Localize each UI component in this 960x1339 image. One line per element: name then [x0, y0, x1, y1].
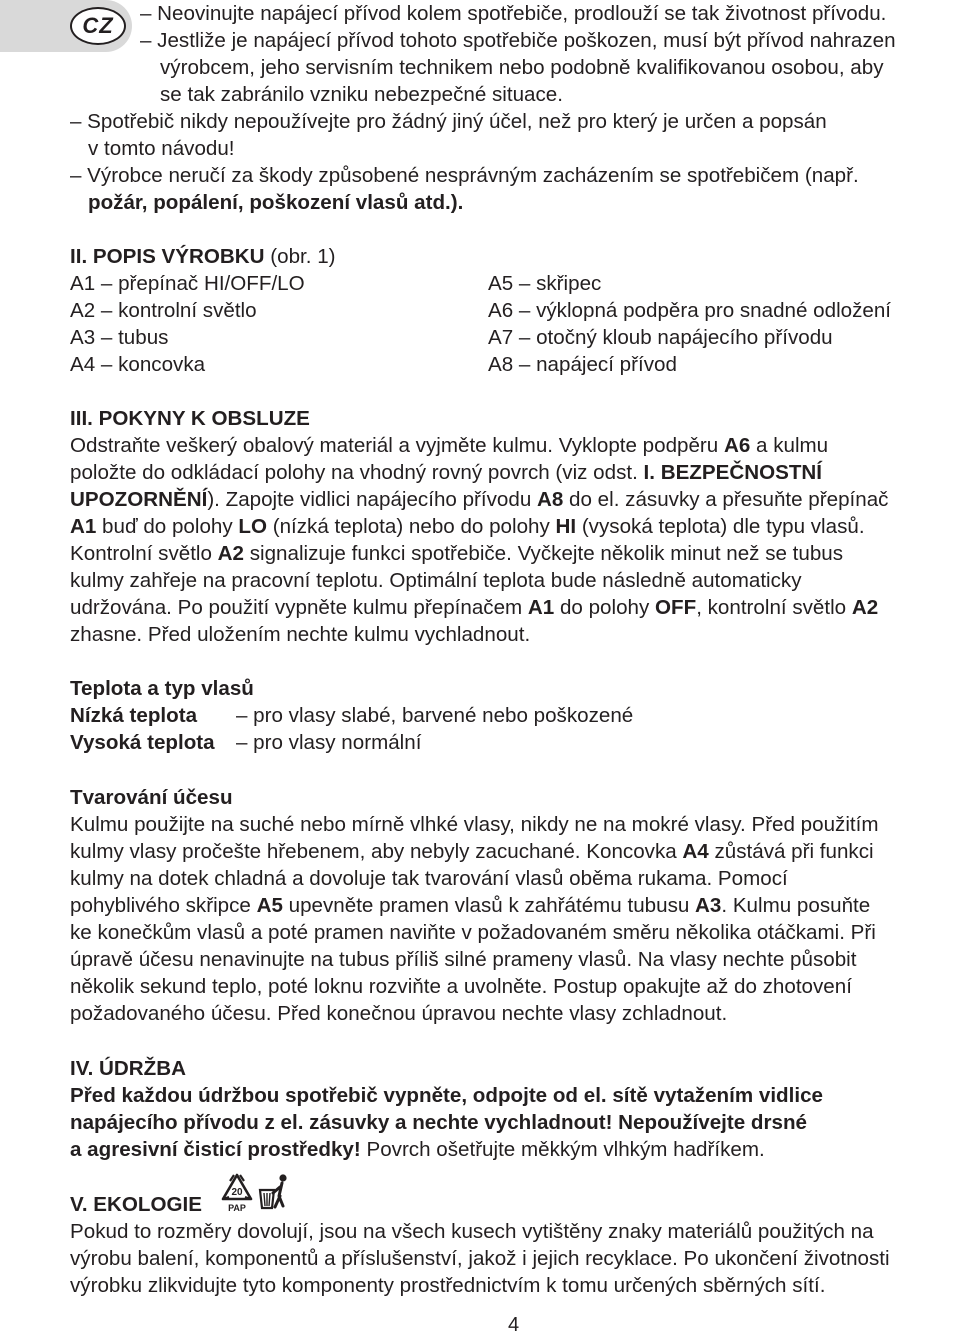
ekologie-line: výrobku zlikvidujte tyto komponenty prostřednictvím k tomu určených sběrných sítí.	[70, 1274, 826, 1297]
ekologie-line: Pokud to rozměry dovolují, jsou na všech kusech vytištěny znaky materiálů použitých na	[70, 1220, 874, 1243]
safety-item-liability: – Výrobce neručí za škody způsobené nesprávným zacházením se spotřebičem (např.	[70, 164, 859, 187]
part-item: A3 – tubus	[70, 326, 169, 349]
teplota-label: Nízká teplota	[70, 704, 198, 727]
tvarovani-line: kulmy na dotek chladná a dovoluje tak tvarování vlasů oběma rukama. Pomocí	[70, 867, 788, 890]
safety-item-cable-damage-cont: výrobcem, jeho servisním technikem nebo podobně kvalifikovanou osobou, aby	[160, 56, 884, 79]
page-number: 4	[508, 1314, 520, 1336]
part-item: A1 – přepínač HI/OFF/LO	[70, 272, 305, 295]
ekologie-line: výrobu balení, komponentů a příslušenství, jakož i jejich recyklace. Po ukončení životnosti	[70, 1247, 890, 1270]
part-item: A6 – výklopná podpěra pro snadné odložení	[488, 299, 892, 322]
tvarovani-line: pohyblivého skřipce A5 upevněte pramen vlasů k zahřátému tubusu A3. Kulmu posuňte	[70, 894, 871, 917]
udrzba-line: napájecího přívodu z el. zásuvky a nechte vychladnout! Nepoužívejte drsné	[70, 1111, 807, 1134]
recycling-20-pap-icon	[218, 1172, 256, 1214]
svg-text:20: 20	[231, 1187, 243, 1198]
part-item: A4 – koncovka	[70, 353, 206, 376]
obsluha-line: Kontrolní světlo A2 signalizuje funkci spotřebiče. Vyčkejte několik minut než se tubus	[70, 542, 844, 565]
language-code: CZ	[82, 13, 114, 39]
safety-item-intended-use-cont: v tomto návodu!	[88, 137, 235, 160]
language-badge	[70, 7, 126, 45]
part-item: A7 – otočný kloub napájecího přívodu	[488, 326, 833, 349]
udrzba-heading: IV. ÚDRŽBA	[70, 1057, 186, 1080]
obsluha-line: udržována. Po použití vypněte kulmu přepínačem A1 do polohy OFF, kontrolní světlo A2	[70, 596, 879, 619]
safety-item-cable-damage-cont: se tak zabránilo vzniku nebezpečné situace.	[160, 83, 563, 106]
tvarovani-line: několik sekund teplo, poté loknu rozviňte a uvolněte. Postup opakujte až do zhotovení	[70, 975, 852, 998]
obsluha-line: Odstraňte veškerý obalový materiál a vyjměte kulmu. Vyklopte podpěru A6 a kulmu	[70, 434, 829, 457]
ekologie-heading: V. EKOLOGIE	[70, 1193, 202, 1216]
tvarovani-line: úpravě účesu nenavinujte na tubus příliš silné prameny vlasů. Na vlasy nechte působit	[70, 948, 857, 971]
tvarovani-line: ke konečkům vlasů a poté pramen naviňte v požadovaném směru několika otáčkami. Při	[70, 921, 876, 944]
person-bin-icon	[258, 1172, 292, 1214]
obsluha-line: zhasne. Před uložením nechte kulmu vychladnout.	[70, 623, 531, 646]
udrzba-line: Před každou údržbou spotřebič vypněte, odpojte od el. sítě vytažením vidlice	[70, 1084, 823, 1107]
obsluha-line: kulmy zahřeje na pracovní teplotu. Optimální teplota bude následně automaticky	[70, 569, 802, 592]
obsluha-line: UPOZORNĚNÍ). Zapojte vidlici napájecího přívodu A8 do el. zásuvky a přesuňte přepínač	[70, 488, 889, 511]
obsluha-line: A1 buď do polohy LO (nízká teplota) nebo do polohy HI (vysoká teplota) dle typu vlasů.	[70, 515, 865, 538]
svg-text:PAP: PAP	[228, 1203, 246, 1213]
safety-item-cable-damage: – Jestliže je napájecí přívod tohoto spotřebiče poškozen, musí být přívod nahrazen	[140, 29, 896, 52]
safety-item-intended-use: – Spotřebič nikdy nepoužívejte pro žádný jiný účel, než pro který je určen a popsán	[70, 110, 827, 133]
safety-item-liability-cont: požár, popálení, poškození vlasů atd.).	[88, 191, 464, 214]
udrzba-line: a agresivní čisticí prostředky! Povrch ošetřujte měkkým vlhkým hadříkem.	[70, 1138, 765, 1161]
teplota-desc: – pro vlasy slabé, barvené nebo poškozené	[236, 704, 634, 727]
tvarovani-line: požadovaného účesu. Před konečnou úpravou nechte vlasy zchladnout.	[70, 1002, 728, 1025]
part-item: A5 – skřipec	[488, 272, 602, 295]
obsluha-heading: III. POKYNY K OBSLUZE	[70, 407, 310, 430]
tvarovani-line: kulmy vlasy pročešte hřebenem, aby nebyly zacuchané. Koncovka A4 zůstává při funkci	[70, 840, 874, 863]
tvarovani-line: Kulmu použijte na suché nebo mírně vlhké vlasy, nikdy ne na mokré vlasy. Před použitím	[70, 813, 879, 836]
safety-item-cable-wrap: – Neovinujte napájecí přívod kolem spotřebiče, prodlouží se tak životnost přívodu.	[140, 2, 887, 25]
popis-heading: II. POPIS VÝROBKU (obr. 1)	[70, 245, 336, 268]
teplota-desc: – pro vlasy normální	[236, 731, 422, 754]
part-item: A8 – napájecí přívod	[488, 353, 677, 376]
obsluha-line: položte do odkládací polohy na vhodný rovný povrch (viz odst. I. BEZPEČNOSTNÍ	[70, 461, 823, 484]
teplota-label: Vysoká teplota	[70, 731, 215, 754]
tvarovani-heading: Tvarování účesu	[70, 786, 233, 809]
teplota-heading: Teplota a typ vlasů	[70, 677, 254, 700]
part-item: A2 – kontrolní světlo	[70, 299, 257, 322]
